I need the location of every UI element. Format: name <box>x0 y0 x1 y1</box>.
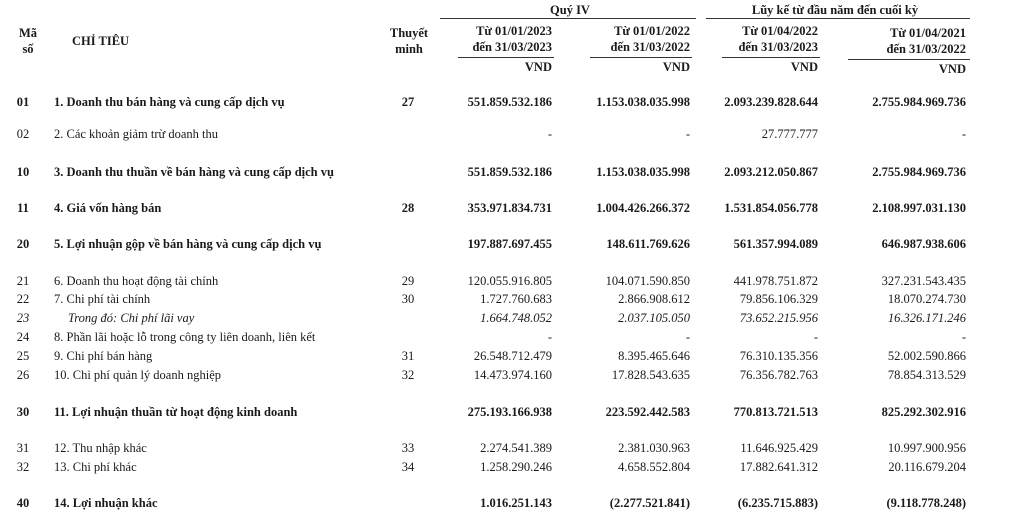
row-value: 1.258.290.246 <box>480 460 552 474</box>
row-value: 551.859.532.186 <box>467 95 552 109</box>
row-value: 104.071.590.850 <box>605 274 690 288</box>
ma-so-header-line2: số <box>22 42 34 56</box>
row-note: 27 <box>401 95 415 109</box>
row-label: 5. Lợi nhuận gộp về bán hàng và cung cấp dịch vụ <box>54 237 322 251</box>
row-note: 30 <box>401 292 415 306</box>
row-value: 16.326.171.246 <box>887 311 966 325</box>
row-label: Trong đó: Chi phí lãi vay <box>68 311 195 325</box>
row-code: 22 <box>16 292 30 306</box>
row-label: 7. Chi phí tài chính <box>54 292 151 306</box>
row-value: - <box>813 330 818 344</box>
row-code: 11 <box>17 201 29 215</box>
thuyet-minh-header-line2: minh <box>395 42 423 56</box>
col1-from: Từ 01/01/2022 <box>614 24 690 38</box>
row-note: 29 <box>401 274 415 288</box>
row-label: 11. Lợi nhuận thuần từ hoạt động kinh doanh <box>54 405 298 419</box>
table-row <box>0 311 1010 329</box>
row-value: (9.118.778.248) <box>886 496 966 510</box>
row-value: 646.987.938.606 <box>881 237 966 251</box>
table-row <box>0 330 1010 348</box>
row-note: 28 <box>401 201 415 215</box>
row-label: 2. Các khoản giảm trừ doanh thu <box>54 127 219 141</box>
row-value: 327.231.543.435 <box>881 274 966 288</box>
row-label: 3. Doanh thu thuần về bán hàng và cung cấp dịch vụ <box>54 165 334 179</box>
table-row <box>0 405 1010 423</box>
row-label: 12. Thu nhập khác <box>54 441 147 455</box>
row-value: 2.866.908.612 <box>618 292 690 306</box>
row-value: 2.755.984.969.736 <box>872 165 966 179</box>
table-row <box>0 292 1010 310</box>
row-note: 31 <box>401 349 415 363</box>
row-value: 1.004.426.266.372 <box>596 201 690 215</box>
row-label: 4. Giá vốn hàng bán <box>54 201 162 215</box>
row-value: 76.356.782.763 <box>739 368 818 382</box>
row-note: 32 <box>401 368 415 382</box>
row-value: (2.277.521.841) <box>609 496 690 510</box>
row-code: 24 <box>16 330 30 344</box>
row-code: 30 <box>16 405 30 419</box>
row-label: 14. Lợi nhuận khác <box>54 496 158 510</box>
row-label: 8. Phần lãi hoặc lỗ trong công ty liên doanh, liên kết <box>54 330 316 344</box>
thuyet-minh-header-line1: Thuyết <box>389 26 429 40</box>
table-row <box>0 496 1010 514</box>
row-value: 2.381.030.963 <box>618 441 690 455</box>
row-label: 13. Chi phí khác <box>54 460 137 474</box>
table-row <box>0 368 1010 386</box>
chi-tieu-header: CHỈ TIÊU <box>72 34 130 48</box>
col2-from: Từ 01/04/2022 <box>742 24 818 38</box>
quarter-group-header: Quý IV <box>550 3 590 17</box>
row-label: 9. Chi phí bán hàng <box>54 349 153 363</box>
row-code: 31 <box>16 441 30 455</box>
quarter-group-underline <box>440 18 696 19</box>
col1-unit: VND <box>662 60 690 74</box>
col3-unit: VND <box>938 62 966 76</box>
row-note: 34 <box>401 460 415 474</box>
row-value: 551.859.532.186 <box>467 165 552 179</box>
row-code: 02 <box>16 127 30 141</box>
row-value: 4.658.552.804 <box>618 460 690 474</box>
row-value: 2.093.212.050.867 <box>724 165 818 179</box>
row-value: 27.777.777 <box>761 127 818 141</box>
row-code: 26 <box>16 368 30 382</box>
row-code: 23 <box>16 311 30 325</box>
row-value: 17.828.543.635 <box>611 368 690 382</box>
row-value: - <box>961 330 966 344</box>
row-code: 01 <box>16 95 30 109</box>
col3-underline <box>848 59 970 60</box>
row-code: 10 <box>16 165 30 179</box>
row-value: 275.193.166.938 <box>467 405 552 419</box>
row-value: - <box>685 330 690 344</box>
row-value: 26.548.712.479 <box>473 349 552 363</box>
row-value: 148.611.769.626 <box>606 237 690 251</box>
col2-unit: VND <box>790 60 818 74</box>
table-row <box>0 441 1010 459</box>
row-value: 197.887.697.455 <box>467 237 552 251</box>
table-row <box>0 201 1010 219</box>
row-value: 11.646.925.429 <box>740 441 818 455</box>
col3-from: Từ 01/04/2021 <box>890 26 966 40</box>
row-code: 20 <box>16 237 30 251</box>
row-value: 1.016.251.143 <box>480 496 552 510</box>
ytd-group-header: Lũy kế từ đầu năm đến cuối kỳ <box>751 3 919 17</box>
row-value: 78.854.313.529 <box>887 368 966 382</box>
ma-so-header-line1: Mã <box>18 26 38 40</box>
col1-to: đến 31/03/2022 <box>610 40 690 54</box>
row-value: 52.002.590.866 <box>887 349 966 363</box>
row-value: 18.070.274.730 <box>887 292 966 306</box>
table-row <box>0 165 1010 183</box>
row-value: 1.531.854.056.778 <box>724 201 818 215</box>
row-value: 223.592.442.583 <box>605 405 690 419</box>
row-code: 32 <box>16 460 30 474</box>
row-value: 2.108.997.031.130 <box>872 201 966 215</box>
row-value: 120.055.916.805 <box>467 274 552 288</box>
col0-underline <box>458 57 554 58</box>
table-row <box>0 274 1010 292</box>
row-value: 10.997.900.956 <box>887 441 966 455</box>
row-value: - <box>685 127 690 141</box>
row-value: 2.755.984.969.736 <box>872 95 966 109</box>
row-value: 73.652.215.956 <box>739 311 818 325</box>
row-value: 825.292.302.916 <box>881 405 966 419</box>
col3-to: đến 31/03/2022 <box>886 42 966 56</box>
col0-unit: VND <box>524 60 552 74</box>
row-value: 561.357.994.089 <box>733 237 818 251</box>
row-value: 1.153.038.035.998 <box>596 165 690 179</box>
row-value: 1.727.760.683 <box>480 292 552 306</box>
col2-underline <box>722 57 820 58</box>
ytd-group-underline <box>706 18 970 19</box>
row-value: - <box>961 127 966 141</box>
table-row <box>0 95 1010 113</box>
row-code: 21 <box>16 274 30 288</box>
col0-from: Từ 01/01/2023 <box>476 24 552 38</box>
row-value: 770.813.721.513 <box>733 405 818 419</box>
row-value: 17.882.641.312 <box>739 460 818 474</box>
row-note: 33 <box>401 441 415 455</box>
table-row <box>0 237 1010 255</box>
table-row <box>0 127 1010 145</box>
row-value: 2.274.541.389 <box>480 441 552 455</box>
row-value: 8.395.465.646 <box>618 349 690 363</box>
row-value: 79.856.106.329 <box>739 292 818 306</box>
table-row <box>0 349 1010 367</box>
row-value: 441.978.751.872 <box>733 274 818 288</box>
col2-to: đến 31/03/2023 <box>738 40 818 54</box>
row-label: 1. Doanh thu bán hàng và cung cấp dịch vụ <box>54 95 285 109</box>
row-code: 25 <box>16 349 30 363</box>
row-value: - <box>547 127 552 141</box>
row-label: 6. Doanh thu hoạt động tài chính <box>54 274 219 288</box>
col0-to: đến 31/03/2023 <box>472 40 552 54</box>
row-value: 20.116.679.204 <box>888 460 966 474</box>
row-label: 10. Chi phí quản lý doanh nghiệp <box>54 368 221 382</box>
row-value: 2.037.105.050 <box>618 311 690 325</box>
row-value: 2.093.239.828.644 <box>724 95 818 109</box>
row-value: 1.664.748.052 <box>480 311 552 325</box>
row-code: 40 <box>16 496 30 510</box>
row-value: 1.153.038.035.998 <box>596 95 690 109</box>
row-value: 76.310.135.356 <box>739 349 818 363</box>
table-row <box>0 460 1010 478</box>
row-value: 14.473.974.160 <box>473 368 552 382</box>
row-value: - <box>547 330 552 344</box>
row-value: 353.971.834.731 <box>467 201 552 215</box>
row-value: (6.235.715.883) <box>737 496 818 510</box>
col1-underline <box>590 57 692 58</box>
